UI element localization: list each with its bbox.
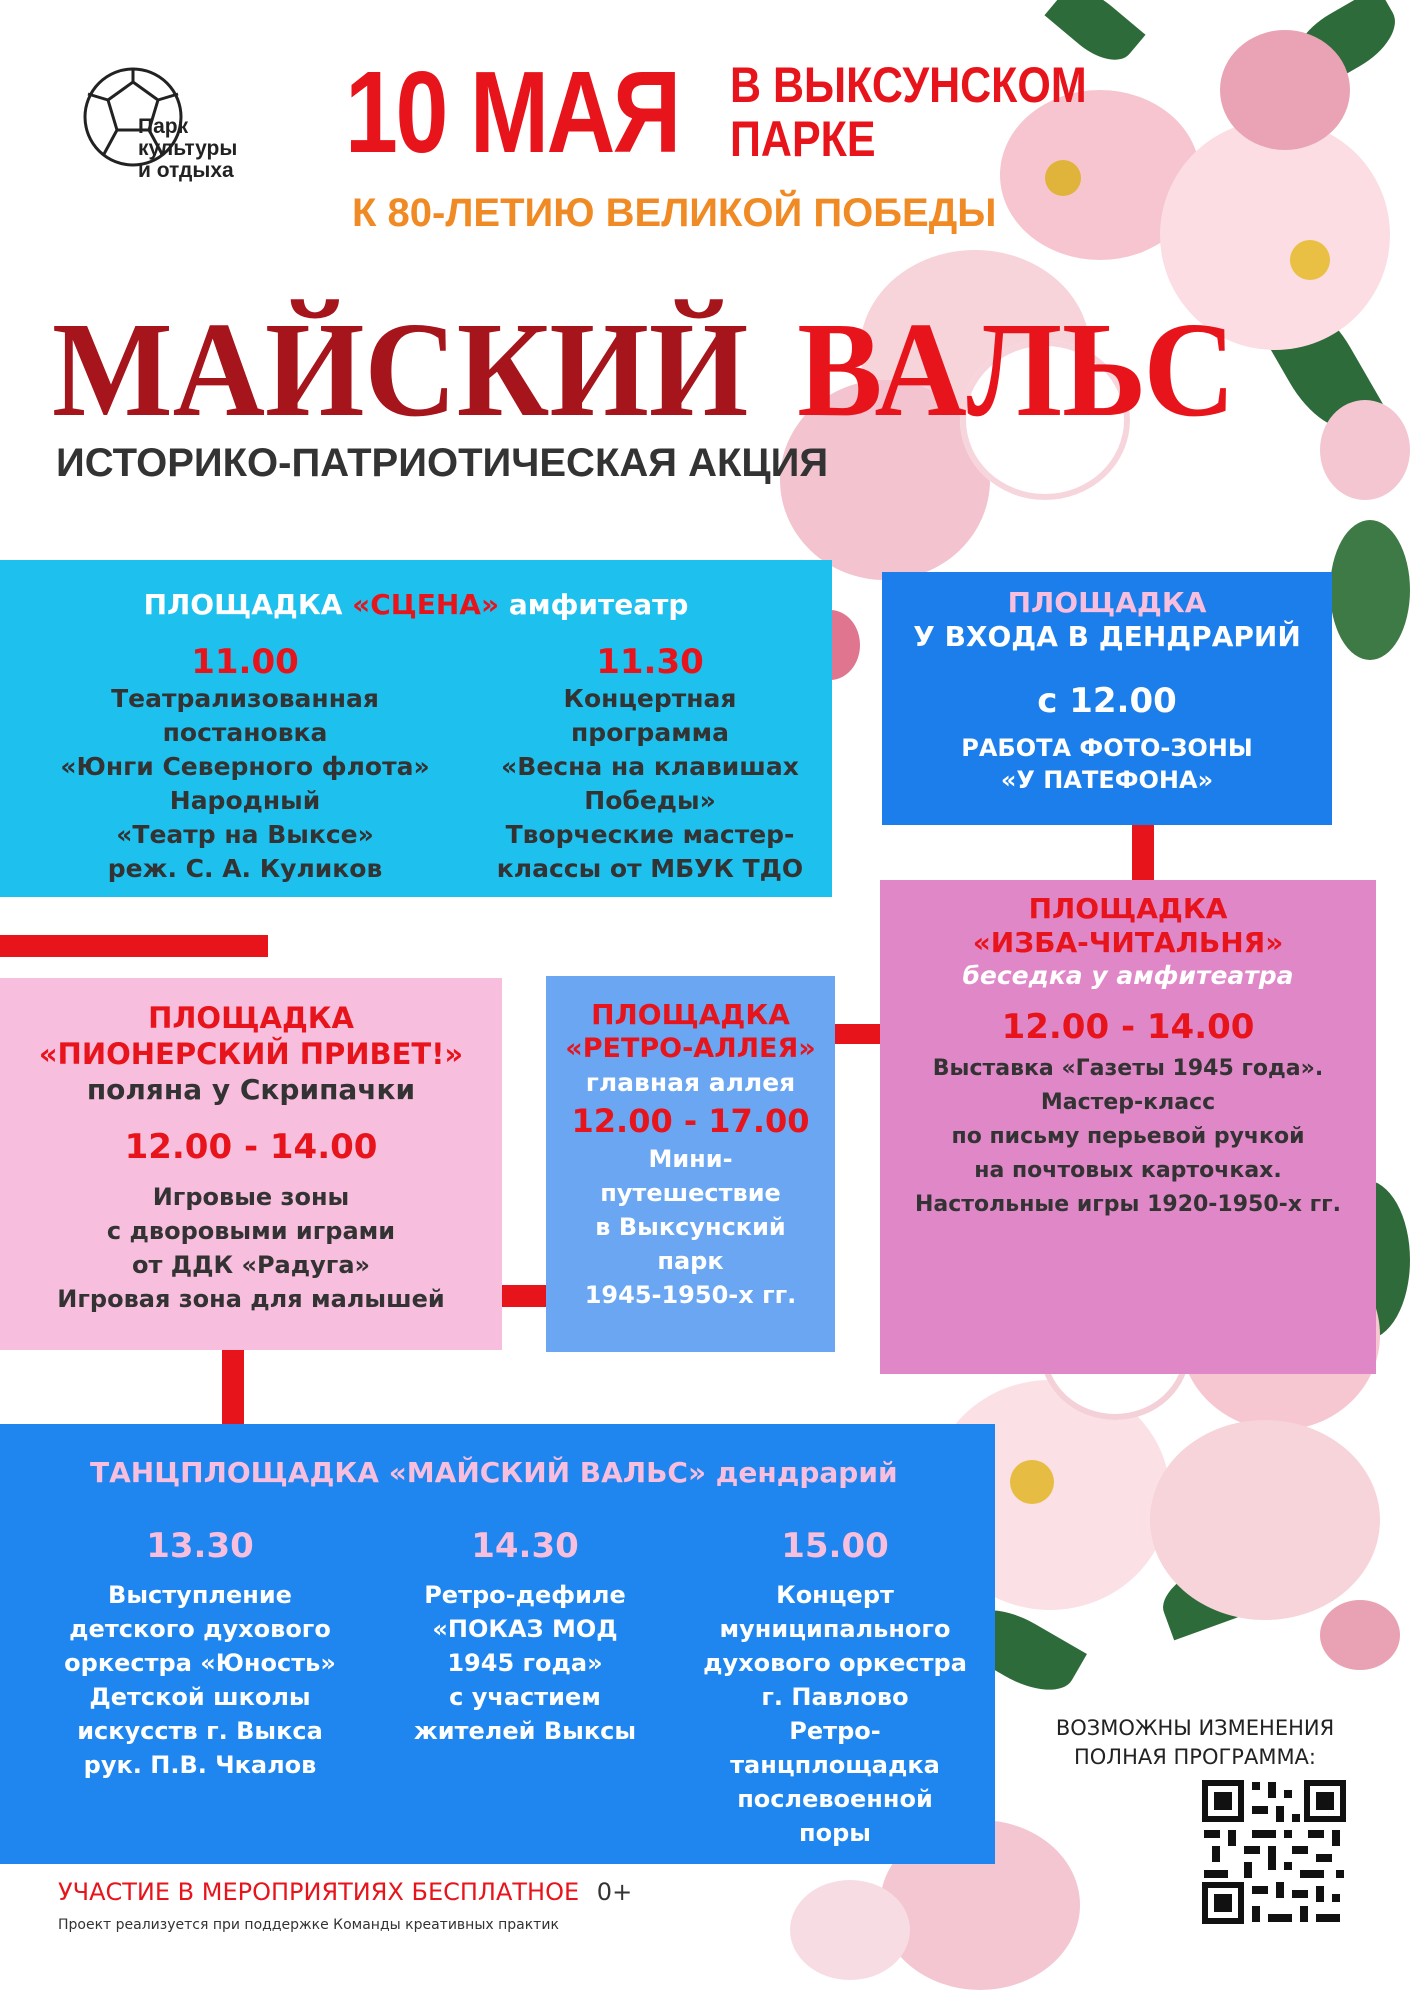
retro-line: 1945-1950-х гг. — [584, 1281, 797, 1309]
park-logo — [78, 62, 278, 202]
qr-code[interactable] — [1198, 1776, 1350, 1928]
izba-location: беседка у амфитеатра — [962, 961, 1294, 990]
retro-line: Мини- — [648, 1145, 733, 1173]
subtitle: ИСТОРИКО-ПАТРИОТИЧЕСКАЯ АКЦИЯ — [56, 441, 829, 485]
dance-col1-time: 13.30 — [146, 1526, 254, 1566]
anniversary-line: К 80-ЛЕТИЮ ВЕЛИКОЙ ПОБЕДЫ — [352, 191, 997, 235]
scena-col2-line: Победы» — [584, 786, 716, 815]
dance-panel — [0, 1424, 995, 1864]
connector-line — [835, 1024, 883, 1044]
pioneer-location: поляна у Скрипачки — [86, 1073, 416, 1106]
retro-line: путешествие — [600, 1179, 781, 1207]
dance-heading: ТАНЦПЛОЩАДКА «МАЙСКИЙ ВАЛЬС» дендрарий — [90, 1456, 898, 1489]
retro-location: главная аллея — [585, 1068, 796, 1097]
izba-line: Выставка «Газеты 1945 года». — [932, 1056, 1324, 1081]
free-participation-text: УЧАСТИЕ В МЕРОПРИЯТИЯХ БЕСПЛАТНОЕ — [58, 1878, 580, 1906]
dance-col3-line: послевоенной — [737, 1785, 933, 1813]
dance-col1 — [30, 1524, 370, 1782]
logo-line3: и отдыха — [138, 159, 234, 182]
qr-code-icon — [1198, 1776, 1350, 1928]
dance-col3 — [680, 1524, 990, 1850]
dendrarium-entrance-panel — [882, 572, 1332, 825]
scena-col1-line: реж. С. А. Куликов — [107, 854, 383, 883]
scena-col2-line: Концертная — [563, 684, 737, 713]
izba-line: на почтовых карточках. — [974, 1158, 1282, 1183]
dance-col2-line: «ПОКАЗ МОД — [432, 1615, 618, 1643]
connector-line — [502, 1285, 546, 1307]
dendrarium-entrance-line1: РАБОТА ФОТО-ЗОНЫ — [961, 734, 1253, 762]
dance-col1-line: рук. П.В. Чкалов — [83, 1751, 317, 1779]
scena-col1-line: Народный — [169, 786, 321, 815]
dance-col2-line: 1945 года» — [447, 1649, 603, 1677]
retro-time: 12.00 - 17.00 — [571, 1102, 810, 1140]
pioneer-time: 12.00 - 14.00 — [124, 1127, 378, 1167]
logo-line1: Парк — [138, 115, 189, 138]
event-place — [730, 58, 1087, 166]
dance-col1-line: Детской школы — [89, 1683, 311, 1711]
dance-col3-line: г. Павлово — [761, 1683, 909, 1711]
main-title-part1: МАЙСКИЙ — [52, 295, 749, 445]
scena-col1-line: Театрализованная — [111, 684, 379, 713]
izba-time: 12.00 - 14.00 — [1001, 1007, 1255, 1047]
pioneer-line: Игровые зоны — [152, 1183, 350, 1211]
main-title — [52, 295, 1236, 445]
dance-col3-line: муниципального — [719, 1615, 951, 1643]
changes-notice — [1030, 1714, 1360, 1772]
scena-col2 — [465, 642, 835, 886]
izba-line: Настольные игры 1920-1950-х гг. — [915, 1192, 1341, 1217]
pioneer-line: Игровая зона для малышей — [57, 1285, 445, 1313]
izba-line: Мастер-класс — [1040, 1090, 1216, 1115]
scena-col1 — [60, 642, 430, 886]
age-rating: 0+ — [596, 1878, 633, 1906]
scena-heading-name: «СЦЕНА» — [352, 588, 500, 621]
dendrarium-entrance-line2: «У ПАТЕФОНА» — [1000, 766, 1214, 794]
dance-col2-line: жителей Выксы — [413, 1717, 637, 1745]
dance-col1-line: оркестра «Юность» — [64, 1649, 336, 1677]
scena-heading-suffix: амфитеатр — [508, 588, 689, 621]
changes-line1: ВОЗМОЖНЫ ИЗМЕНЕНИЯ — [1055, 1716, 1335, 1740]
dance-col2-line: с участием — [449, 1683, 601, 1711]
dance-col3-line: поры — [799, 1819, 871, 1847]
izba-panel — [880, 880, 1376, 1374]
izba-heading1: ПЛОЩАДКА — [1028, 892, 1228, 925]
scena-col1-time: 11.00 — [191, 642, 299, 682]
pioneer-heading1: ПЛОЩАДКА — [148, 1001, 354, 1035]
dance-col1-line: Выступление — [108, 1581, 292, 1609]
scena-heading — [0, 588, 832, 622]
retro-heading2: «РЕТРО-АЛЛЕЯ» — [565, 1033, 816, 1064]
dance-col2-time: 14.30 — [471, 1526, 579, 1566]
free-participation — [58, 1877, 632, 1907]
dendrarium-entrance-heading1: ПЛОЩАДКА — [1007, 586, 1207, 619]
dance-col3-line: Ретро- — [789, 1717, 881, 1745]
scena-col2-line: программа — [571, 718, 729, 747]
retro-panel — [546, 976, 835, 1352]
event-place-line2: ПАРКЕ — [730, 111, 876, 167]
dance-col3-time: 15.00 — [781, 1526, 889, 1566]
scena-col2-line: «Весна на клавишах — [501, 752, 799, 781]
retro-line: в Выксунский — [595, 1213, 786, 1241]
dance-col1-line: искусств г. Выкса — [77, 1717, 323, 1745]
event-date: 10 МАЯ — [345, 47, 679, 177]
scena-heading-prefix: ПЛОЩАДКА — [143, 588, 343, 621]
changes-line2: ПОЛНАЯ ПРОГРАММА: — [1073, 1745, 1317, 1769]
scena-col2-time: 11.30 — [596, 642, 704, 682]
scena-col1-line: «Юнги Северного флота» — [60, 752, 430, 781]
scena-col1-line: постановка — [162, 718, 328, 747]
connector-line — [1132, 825, 1154, 885]
scena-col2-line: классы от МБУК ТДО — [496, 854, 804, 883]
pioneer-panel — [0, 978, 502, 1350]
connector-line — [222, 1350, 244, 1426]
support-note: Проект реализуется при поддержке Команды креативных практик — [58, 1917, 559, 1933]
dance-col1-line: детского духового — [69, 1615, 331, 1643]
dance-col2 — [375, 1524, 675, 1748]
retro-line: парк — [657, 1247, 724, 1275]
scena-col1-line: «Театр на Выксе» — [116, 820, 374, 849]
pioneer-line: от ДДК «Радуга» — [131, 1251, 371, 1279]
dance-col2-line: Ретро-дефиле — [424, 1581, 626, 1609]
pioneer-heading2: «ПИОНЕРСКИЙ ПРИВЕТ!» — [38, 1037, 464, 1071]
dendrarium-entrance-heading2: У ВХОДА В ДЕНДРАРИЙ — [913, 620, 1301, 653]
main-title-part2: ВАЛЬС — [797, 295, 1236, 445]
izba-line: по письму перьевой ручкой — [951, 1124, 1305, 1149]
pioneer-line: с дворовыми играми — [106, 1217, 396, 1245]
dance-col3-line: Концерт — [776, 1581, 894, 1609]
scena-panel — [0, 560, 832, 897]
dance-col3-line: духового оркестра — [703, 1649, 967, 1677]
logo-line2: культуры — [138, 137, 238, 160]
connector-line — [0, 935, 268, 957]
izba-heading2: «ИЗБА-ЧИТАЛЬНЯ» — [972, 926, 1284, 959]
dance-col3-line: танцплощадка — [730, 1751, 940, 1779]
scena-col2-line: Творческие мастер- — [505, 820, 795, 849]
retro-heading1: ПЛОЩАДКА — [591, 998, 790, 1031]
event-place-line1: В ВЫКСУНСКОМ — [730, 57, 1087, 113]
dendrarium-entrance-time: с 12.00 — [1037, 681, 1177, 721]
